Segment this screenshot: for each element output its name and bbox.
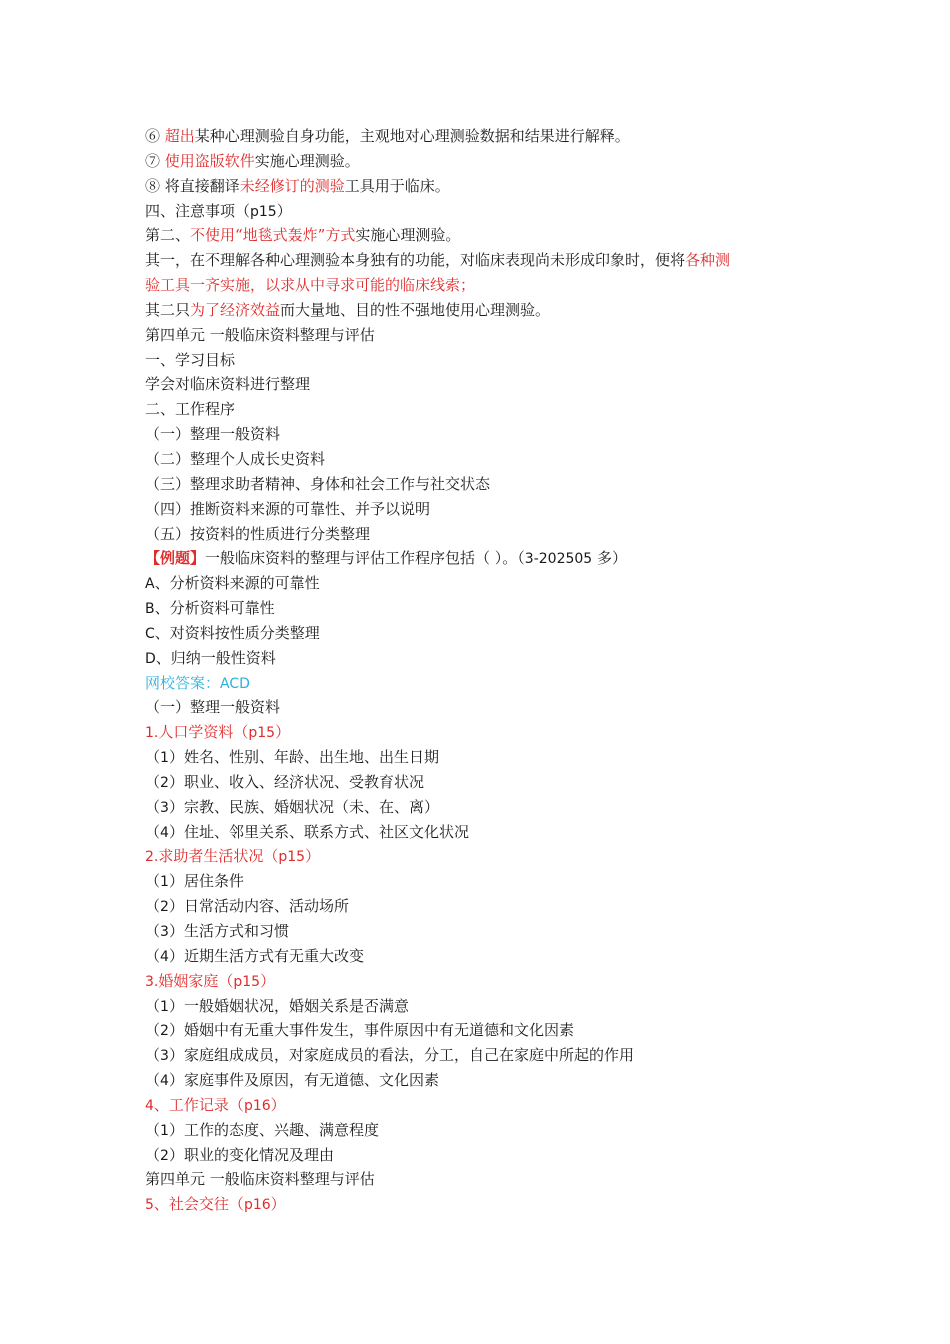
- text-run: 、工作记录（: [153, 1095, 244, 1114]
- text-run: 3: [160, 1048, 169, 1065]
- text-run: 1.: [145, 725, 159, 742]
- text-run: 【例题】: [145, 549, 206, 568]
- text-run: （: [145, 772, 161, 791]
- text-run: ）姓名、性别、年龄、出生地、出生日期: [168, 748, 439, 767]
- text-run: （: [145, 1021, 161, 1040]
- text-line: [145, 671, 815, 696]
- text-run: 而大量地、目的性不强地使用心理测验。: [280, 300, 551, 319]
- text-run: ACD: [220, 675, 250, 692]
- text-run: （: [145, 922, 161, 940]
- text-run: 4: [160, 824, 169, 841]
- text-run: （: [145, 897, 161, 916]
- text-run: 4: [160, 948, 169, 965]
- text-line: [145, 621, 815, 646]
- text-line: [145, 894, 815, 919]
- text-run: 实施心理测验。: [254, 151, 360, 170]
- text-run: ）一般婚姻状况，婚姻关系是否满意: [168, 996, 409, 1015]
- text-run: 1: [160, 1122, 169, 1139]
- text-line: [145, 869, 815, 894]
- text-line: [145, 1043, 815, 1068]
- text-line: [145, 1018, 815, 1043]
- text-line: [145, 994, 815, 1019]
- text-run: ）: [275, 723, 291, 742]
- text-line: [145, 149, 815, 174]
- text-run: 第二、: [145, 226, 191, 245]
- text-run: ）职业的变化情况及理由: [168, 1145, 334, 1164]
- text-run: （: [145, 1071, 161, 1090]
- text-line: [145, 745, 815, 770]
- text-line: [145, 919, 815, 944]
- text-line: [145, 596, 815, 621]
- text-run: 3.: [145, 973, 159, 990]
- text-line: [145, 1143, 815, 1168]
- text-run: 四、注意事项（: [145, 201, 251, 220]
- text-run: 4: [160, 1073, 169, 1090]
- text-run: （五）按资料的性质进行分类整理: [145, 524, 371, 543]
- text-line: [145, 969, 815, 994]
- text-line: [145, 397, 815, 422]
- text-line: [145, 273, 815, 298]
- text-run: 网校答案：: [145, 673, 221, 692]
- text-run: ）工作的态度、兴趣、满意程度: [168, 1120, 379, 1139]
- text-line: [145, 820, 815, 845]
- text-run: （: [145, 797, 161, 816]
- text-line: [145, 124, 815, 149]
- text-run: 3-202505: [524, 551, 593, 568]
- text-run: C: [145, 625, 155, 642]
- text-line: [145, 472, 815, 497]
- text-run: （一）整理一般资料: [145, 425, 281, 444]
- text-line: [145, 372, 815, 397]
- text-run: 4: [145, 1097, 154, 1114]
- text-run: （: [145, 872, 161, 891]
- text-run: 2: [160, 774, 169, 791]
- text-run: ）: [276, 201, 292, 220]
- text-run: ）近期生活方式有无重大改变: [168, 946, 364, 965]
- text-line: [145, 348, 815, 373]
- text-run: 工具用于临床。: [344, 176, 450, 195]
- text-run: ）: [270, 1195, 286, 1214]
- text-run: （: [145, 1145, 161, 1164]
- text-line: [145, 174, 815, 199]
- text-line: [145, 1068, 815, 1093]
- text-run: 不使用“地毯式轰炸”方式: [190, 226, 356, 245]
- text-run: p15: [248, 725, 276, 742]
- text-run: 未经修订的测验: [239, 176, 345, 195]
- text-run: 5: [145, 1197, 154, 1214]
- text-line: [145, 571, 815, 596]
- text-run: ⑦: [145, 151, 165, 170]
- text-run: D: [145, 650, 156, 667]
- text-run: 1: [160, 874, 169, 891]
- text-run: 、分析资料来源的可靠性: [154, 574, 320, 593]
- text-run: 使用盗版软件: [164, 151, 255, 170]
- text-run: 1: [160, 750, 169, 767]
- text-run: （: [145, 1046, 161, 1065]
- document-page: [145, 124, 815, 1217]
- text-run: 1: [160, 998, 169, 1015]
- text-run: （三）整理求助者精神、身体和社会工作与社交状态: [145, 474, 491, 493]
- text-run: p16: [243, 1097, 271, 1114]
- text-run: 为了经济效益: [190, 300, 281, 319]
- text-run: 一、学习目标: [145, 350, 236, 369]
- text-run: ）住址、邻里关系、联系方式、社区文化状况: [168, 822, 469, 841]
- text-run: （一）整理一般资料: [145, 698, 281, 717]
- text-run: 一般临床资料的整理与评估工作程序包括（ ）。（: [205, 549, 525, 568]
- text-run: 、社会交往（: [153, 1195, 244, 1214]
- text-line: [145, 522, 815, 547]
- text-line: [145, 844, 815, 869]
- text-line: [145, 720, 815, 745]
- text-run: 验工具一齐实施，以求从中寻求可能的临床线索；: [145, 276, 476, 295]
- text-run: p15: [250, 203, 277, 220]
- text-run: p15: [278, 849, 306, 866]
- text-line: [145, 199, 815, 224]
- text-line: [145, 248, 815, 273]
- text-run: （: [145, 946, 161, 965]
- text-run: p16: [243, 1197, 271, 1214]
- text-run: ）: [260, 971, 276, 990]
- text-run: ）婚姻中有无重大事件发生，事件原因中有无道德和文化因素: [168, 1021, 574, 1040]
- text-run: 其一，在不理解各种心理测验本身独有的功能，对临床表现尚未形成印象时，便将: [145, 251, 686, 270]
- text-run: 人口学资料（: [158, 723, 249, 742]
- text-run: 、对资料按性质分类整理: [154, 623, 320, 642]
- text-run: （: [145, 1120, 161, 1139]
- text-run: ⑥: [145, 127, 165, 145]
- text-run: 多）: [592, 549, 627, 568]
- text-run: 某种心理测验自身功能，主观地对心理测验数据和结果进行解释。: [194, 127, 630, 145]
- text-line: [145, 1192, 815, 1217]
- text-run: （二）整理个人成长史资料: [145, 449, 326, 468]
- text-line: [145, 546, 815, 571]
- text-run: ）职业、收入、经济状况、受教育状况: [168, 772, 424, 791]
- text-run: 超出: [164, 127, 195, 145]
- text-run: B: [145, 601, 155, 618]
- text-run: 3: [160, 924, 169, 940]
- text-run: ）家庭组成成员，对家庭成员的看法，分工，自己在家庭中所起的作用: [168, 1046, 634, 1065]
- text-run: 、分析资料可靠性: [154, 599, 275, 618]
- text-run: 第四单元 一般临床资料整理与评估: [145, 1170, 375, 1189]
- text-run: 3: [160, 799, 169, 816]
- text-run: 其二只: [145, 300, 191, 319]
- text-run: A: [145, 576, 155, 593]
- text-run: ）: [305, 847, 321, 866]
- text-run: （: [145, 996, 161, 1015]
- text-run: 学会对临床资料进行整理: [145, 375, 311, 394]
- text-run: 求助者生活状况（: [158, 847, 279, 866]
- text-run: 2: [160, 1147, 169, 1164]
- text-run: 婚姻家庭（: [158, 971, 234, 990]
- text-run: 第四单元 一般临床资料整理与评估: [145, 325, 375, 344]
- text-run: 各种测: [685, 251, 731, 270]
- text-run: 二、工作程序: [145, 400, 236, 419]
- text-run: 、归纳一般性资料: [155, 648, 276, 667]
- text-run: （: [145, 822, 161, 841]
- text-line: [145, 447, 815, 472]
- text-line: [145, 223, 815, 248]
- text-run: 实施心理测验。: [355, 226, 461, 245]
- text-line: [145, 497, 815, 522]
- text-run: 2: [160, 1023, 169, 1040]
- text-line: [145, 1167, 815, 1192]
- text-run: 2.: [145, 849, 159, 866]
- text-run: ）生活方式和习惯: [168, 922, 289, 940]
- text-line: [145, 298, 815, 323]
- text-line: [145, 770, 815, 795]
- text-line: [145, 695, 815, 720]
- text-run: 2: [160, 899, 169, 916]
- text-run: ⑧ 将直接翻译: [145, 176, 240, 195]
- text-line: [145, 795, 815, 820]
- text-run: ）宗教、民族、婚姻状况（未、在、离）: [168, 797, 439, 816]
- text-line: [145, 944, 815, 969]
- text-line: [145, 323, 815, 348]
- text-run: ）日常活动内容、活动场所: [168, 897, 349, 916]
- text-run: p15: [233, 973, 261, 990]
- text-run: （: [145, 748, 161, 767]
- text-line: [145, 1118, 815, 1143]
- text-run: ）: [270, 1095, 286, 1114]
- text-line: [145, 1093, 815, 1118]
- text-line: [145, 646, 815, 671]
- text-run: （四）推断资料来源的可靠性、并予以说明: [145, 499, 431, 518]
- text-run: ）家庭事件及原因，有无道德、文化因素: [168, 1071, 439, 1090]
- text-line: [145, 422, 815, 447]
- text-run: ）居住条件: [168, 872, 244, 891]
